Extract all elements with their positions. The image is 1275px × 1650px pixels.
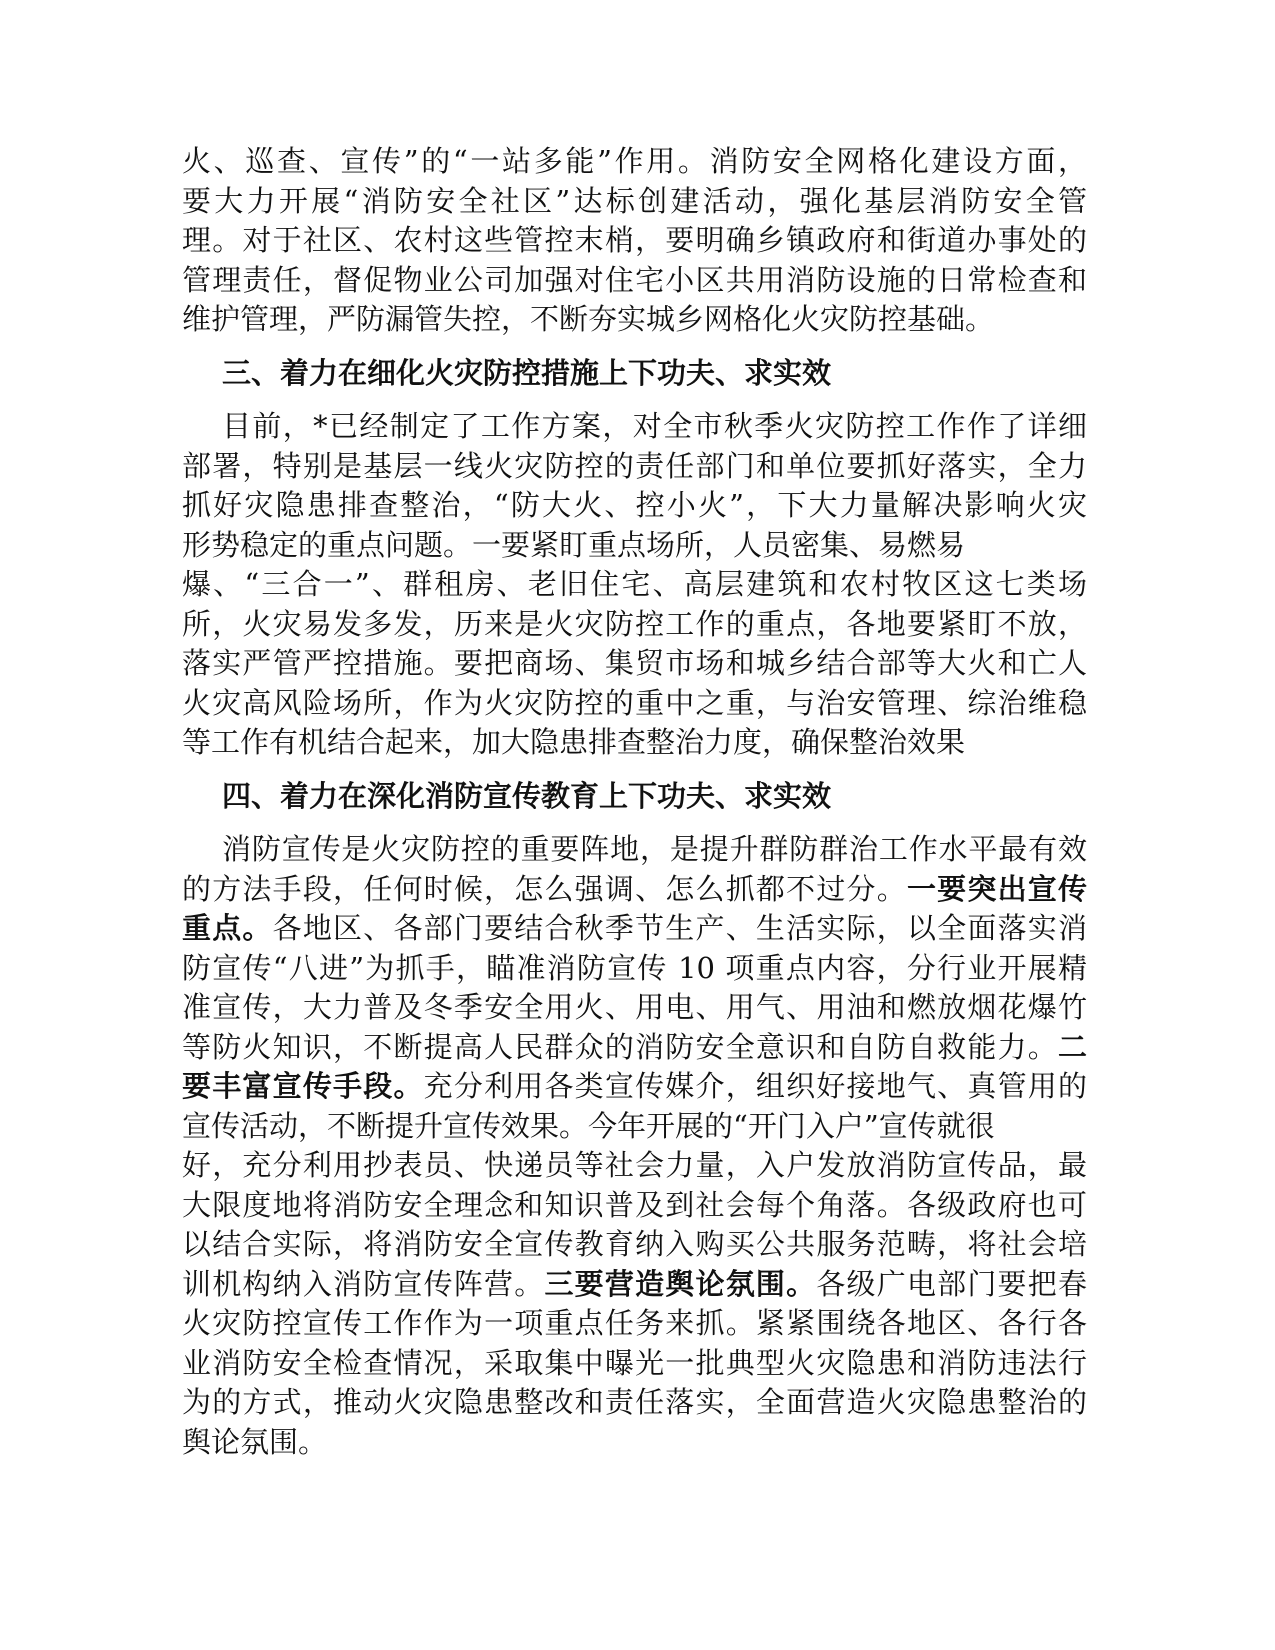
text-line: 业消防安全检查情况，采取集中曝光一批典型火灾隐患和消防违法行 xyxy=(182,1345,1087,1380)
bold-text-run: 重点。 xyxy=(182,911,273,945)
text-line: 火、巡查、宣传”的“一站多能”作用。消防安全网格化建设方面， xyxy=(182,144,1087,178)
paragraph-fire-publicity xyxy=(182,830,1087,1462)
text-line: 火灾防控宣传工作作为一项重点任务来抓。紧紧围绕各地区、各行各 xyxy=(182,1306,1087,1340)
text-line xyxy=(182,1028,1087,1068)
paragraph-fire-control-measures xyxy=(182,407,1087,763)
text-run: 各地区、各部门要结合秋季节生产、生活实际，以全面落实消 xyxy=(272,911,1087,945)
text-run: 各级广电部门要把春 xyxy=(816,1266,1087,1301)
text-line: 为的方式，推动火灾隐患整改和责任落实，全面营造火灾隐患整治的 xyxy=(182,1385,1087,1419)
document-page xyxy=(182,142,1087,1462)
text-run: 训机构纳入消防宣传阵营。 xyxy=(182,1266,545,1301)
text-line: 维护管理，严防漏管失控，不断夯实城乡网格化火灾防控基础。 xyxy=(182,302,995,336)
paragraph-grid-management xyxy=(182,142,1087,340)
text-line: 防宣传“八进”为抓手，瞄准消防宣传 10 项重点内容，分行业开展精 xyxy=(182,950,1087,985)
text-line: 火灾高风险场所，作为火灾防控的重中之重，与治安管理、综治维稳 xyxy=(182,685,1087,720)
bold-text-run: 一要突出宣传 xyxy=(906,871,1087,906)
text-line: 准宣传，大力普及冬季安全用火、用电、用气、用油和燃放烟花爆竹 xyxy=(182,990,1087,1024)
section-heading-4: 四、着力在深化消防宣传教育上下功夫、求实效 xyxy=(222,778,832,813)
text-line: 所，火灾易发多发，历来是火灾防控工作的重点，各地要紧盯不放， xyxy=(182,606,1087,641)
text-run: 等防火知识，不断提高人民群众的消防安全意识和自防自救能力。 xyxy=(182,1029,1058,1064)
text-line: 好，充分利用抄表员、快递员等社会力量，入户发放消防宣传品，最 xyxy=(182,1148,1087,1182)
text-line: 理。对于社区、农村这些管控末梢，要明确乡镇政府和街道办事处的 xyxy=(182,223,1087,257)
text-line xyxy=(182,909,1087,949)
text-line: 部署，特别是基层一线火灾防控的责任部门和单位要抓好落实，全力 xyxy=(182,448,1087,483)
text-line: 舆论氛围。 xyxy=(182,1424,328,1459)
text-line xyxy=(182,870,1087,910)
text-line: 目前，*已经制定了工作方案，对全市秋季火灾防控工作作了详细 xyxy=(222,409,1087,443)
section-heading-3: 三、着力在细化火灾防控措施上下功夫、求实效 xyxy=(222,355,832,390)
text-line: 宣传活动，不断提升宣传效果。今年开展的“开门入户”宣传就很 xyxy=(182,1108,995,1143)
text-line xyxy=(182,1265,1087,1305)
text-run: 的方法手段，任何时候，怎么强调、怎么抓都不过分。 xyxy=(182,871,907,906)
text-line: 大限度地将消防安全理念和知识普及到社会每个角落。各级政府也可 xyxy=(182,1187,1087,1222)
text-line xyxy=(182,1067,1087,1107)
text-run: 充分利用各类宣传媒介，组织好接地气、真管用的 xyxy=(423,1069,1087,1103)
text-line: 形势稳定的重点问题。一要紧盯重点场所，人员密集、易燃易 xyxy=(182,527,966,562)
text-line: 等工作有机结合起来，加大隐患排查整治力度，确保整治效果 xyxy=(182,725,966,759)
text-line: 落实严管严控措施。要把商场、集贸市场和城乡结合部等大火和亡人 xyxy=(182,646,1087,680)
bold-text-run: 三要营造舆论氛围。 xyxy=(544,1266,817,1301)
bold-text-run: 要丰富宣传手段。 xyxy=(182,1069,424,1103)
text-line: 爆、“三合一”、群租房、老旧住宅、高层建筑和农村牧区这七类场 xyxy=(182,567,1087,601)
text-line: 要大力开展“消防安全社区”达标创建活动，强化基层消防安全管 xyxy=(182,183,1087,218)
text-line: 以结合实际，将消防安全宣传教育纳入购买公共服务范畴，将社会培 xyxy=(182,1227,1087,1261)
text-line: 消防宣传是火灾防控的重要阵地，是提升群防群治工作水平最有效 xyxy=(222,832,1087,866)
text-line: 管理责任，督促物业公司加强对住宅小区共用消防设施的日常检查和 xyxy=(182,262,1087,297)
bold-text-run: 二 xyxy=(1057,1029,1087,1064)
text-line: 抓好灾隐患排查整治，“防大火、控小火”，下大力量解决影响火灾 xyxy=(182,488,1087,522)
